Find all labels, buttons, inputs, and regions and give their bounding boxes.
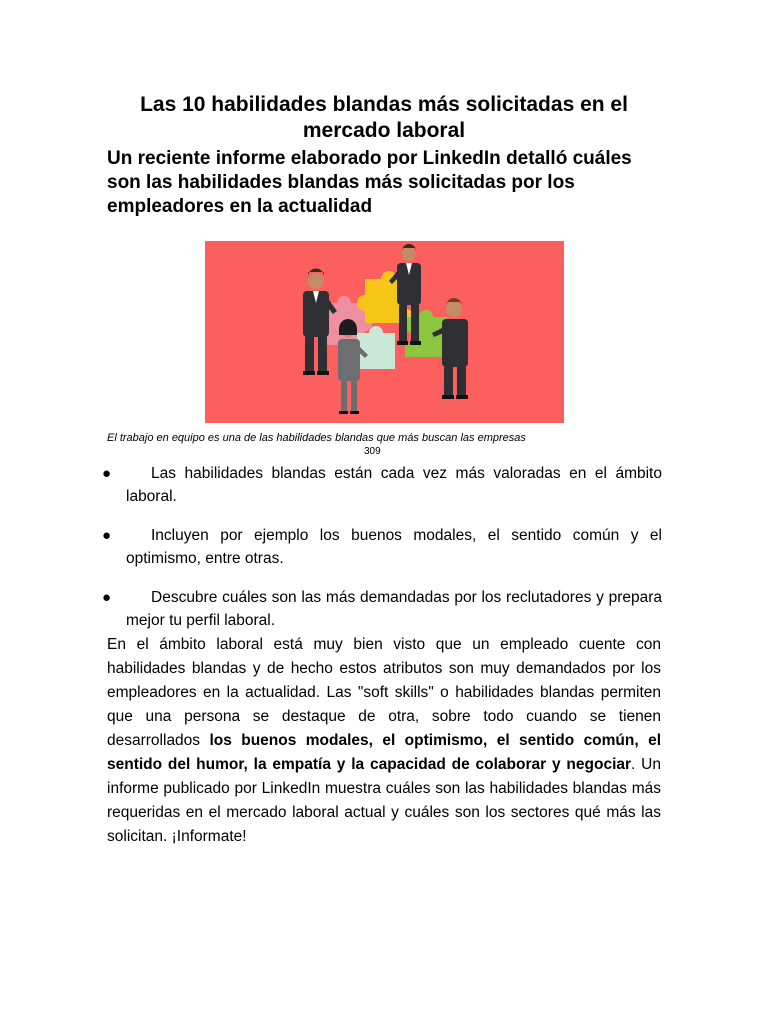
body-text-outro: . Un informe publicado por LinkedIn muestra cuáles son las habilidades blandas más requeridas en el mercado laboral actual y cuáles son los sectores qué más las solicitan. ¡Informate! xyxy=(107,756,661,845)
key-point xyxy=(100,462,662,508)
body-text-intro: En el ámbito laboral está muy bien visto que un empleado cuente con habilidades blandas y de hecho estos atributos son muy demandados por los empleadores en la actualidad. Las "soft skills" o habilidades blandas permiten que una persona se destaque de otra, sobre todo cuando se tienen desarrollados xyxy=(107,636,661,749)
bullet-icon: ● xyxy=(102,589,112,606)
body-text-highlight: los buenos modales, el optimismo, el sentido común, el sentido del humor, la empatía y la capacidad de colaborar y negociar xyxy=(107,732,662,773)
bullet-icon: ● xyxy=(102,527,112,544)
view-count: 309 xyxy=(364,446,381,457)
key-point-text: Las habilidades blandas están cada vez más valoradas en el ámbito laboral. xyxy=(126,465,662,505)
key-point-text: Incluyen por ejemplo los buenos modales, el sentido común y el optimismo, entre otras. xyxy=(126,527,662,567)
bullet-icon: ● xyxy=(102,465,112,482)
body-paragraph xyxy=(107,633,661,849)
teamwork-puzzle-image xyxy=(205,241,564,423)
key-point-text: Descubre cuáles son las más demandadas por los reclutadores y prepara mejor tu perfil laboral. xyxy=(126,589,662,629)
key-point xyxy=(100,586,662,632)
key-points-list xyxy=(100,462,662,648)
article-subtitle: Un reciente informe elaborado por LinkedIn detalló cuáles son las habilidades blandas más solicitadas por los empleadores en la actualidad xyxy=(107,148,632,217)
image-caption: El trabajo en equipo es una de las habilidades blandas que más buscan las empresas xyxy=(107,432,526,444)
key-point xyxy=(100,524,662,570)
teamwork-illustration xyxy=(205,241,564,423)
article-title: Las 10 habilidades blandas más solicitadas en el mercado laboral xyxy=(140,93,628,142)
